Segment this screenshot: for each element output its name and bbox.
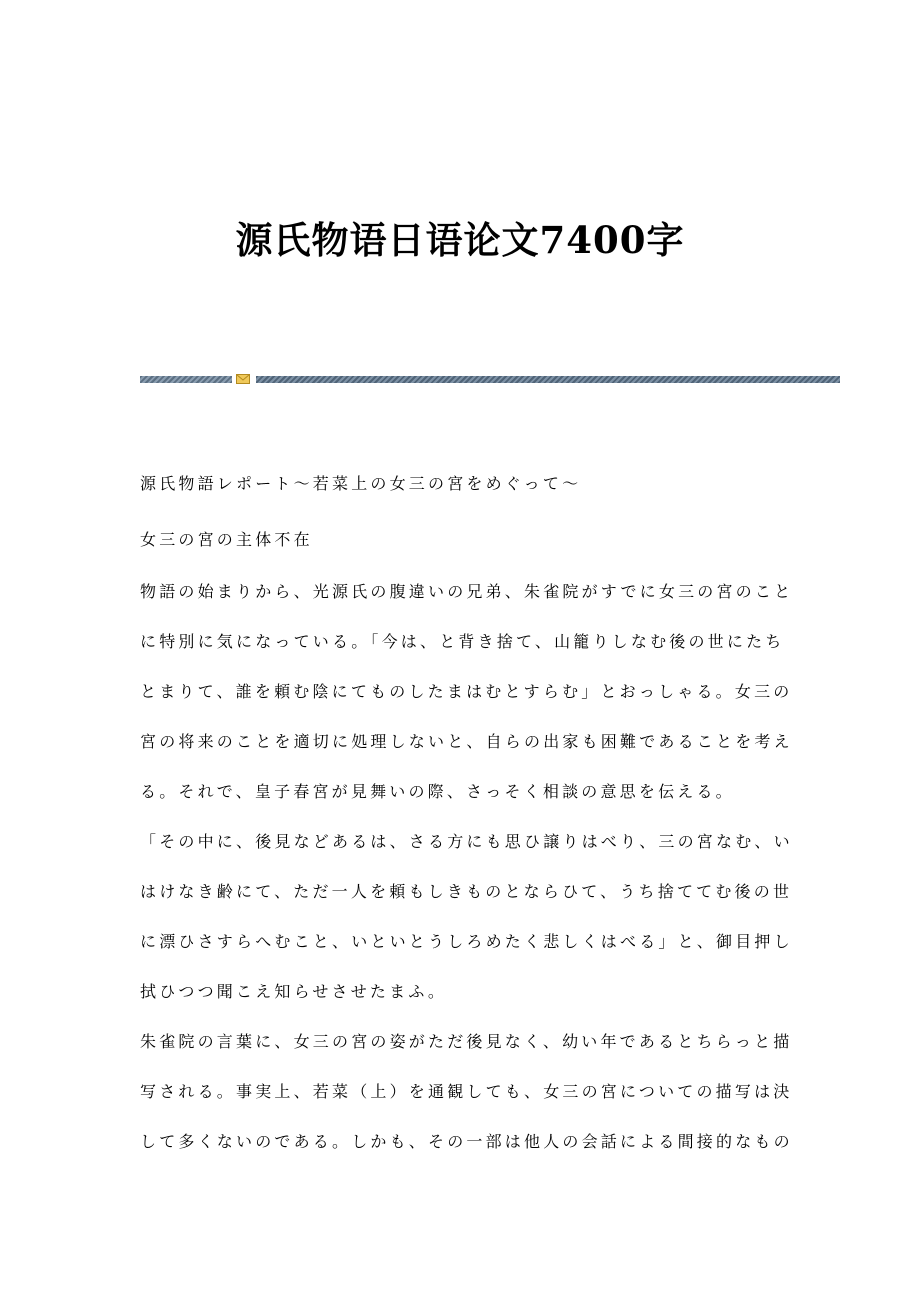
paragraph-line: に漂ひさすらへむこと、いといとうしろめたく悲しくはべる」と、御目押し bbox=[140, 932, 793, 951]
paragraph-line: に特別に気になっている。「今は、と背き捨て、山籠りしなむ後の世にたち bbox=[140, 632, 785, 651]
paragraph-line: はけなき齢にて、ただ一人を頼もしきものとならひて、うち捨ててむ後の世 bbox=[140, 882, 793, 901]
paragraph-line: 宮の将来のことを適切に処理しないと、自らの出家も困難であることを考え bbox=[140, 732, 793, 751]
paragraph-line: 朱雀院の言葉に、女三の宮の姿がただ後見なく、幼い年であるとちらっと描 bbox=[140, 1032, 793, 1051]
paragraph-line: 物語の始まりから、光源氏の腹違いの兄弟、朱雀院がすでに女三の宮のこと bbox=[140, 582, 794, 601]
title-divider bbox=[140, 375, 840, 385]
divider-bar-left bbox=[140, 376, 232, 383]
paragraph-line: る。それで、皇子春宮が見舞いの際、さっそく相談の意思を伝える。 bbox=[140, 782, 735, 801]
document-title: 源氏物语日语论文7400字 bbox=[235, 218, 685, 262]
report-subtitle: 源氏物語レポート～若菜上の女三の宮をめぐって～ bbox=[140, 474, 582, 493]
paragraph bbox=[140, 827, 793, 1027]
divider-bar-right bbox=[256, 376, 840, 383]
paragraph bbox=[140, 577, 794, 827]
paragraph-line: して多くないのである。しかも、その一部は他人の会話による間接的なもの bbox=[140, 1132, 793, 1151]
section-heading: 女三の宮の主体不在 bbox=[140, 530, 313, 549]
paragraph-line: とまりて、誰を頼む陰にてものしたまはむとすらむ」とおっしゃる。女三の bbox=[140, 682, 793, 701]
paragraph-line: 写される。事実上、若菜（上）を通観しても、女三の宮についての描写は決 bbox=[140, 1082, 793, 1101]
envelope-icon bbox=[236, 373, 250, 385]
paragraph-line: 「その中に、後見などあるは、さる方にも思ひ譲りはべり、三の宮なむ、い bbox=[140, 832, 793, 851]
paragraph bbox=[140, 1027, 793, 1177]
paragraph-line: 拭ひつつ聞こえ知らせさせたまふ。 bbox=[140, 982, 448, 1001]
document-body bbox=[140, 469, 794, 1151]
